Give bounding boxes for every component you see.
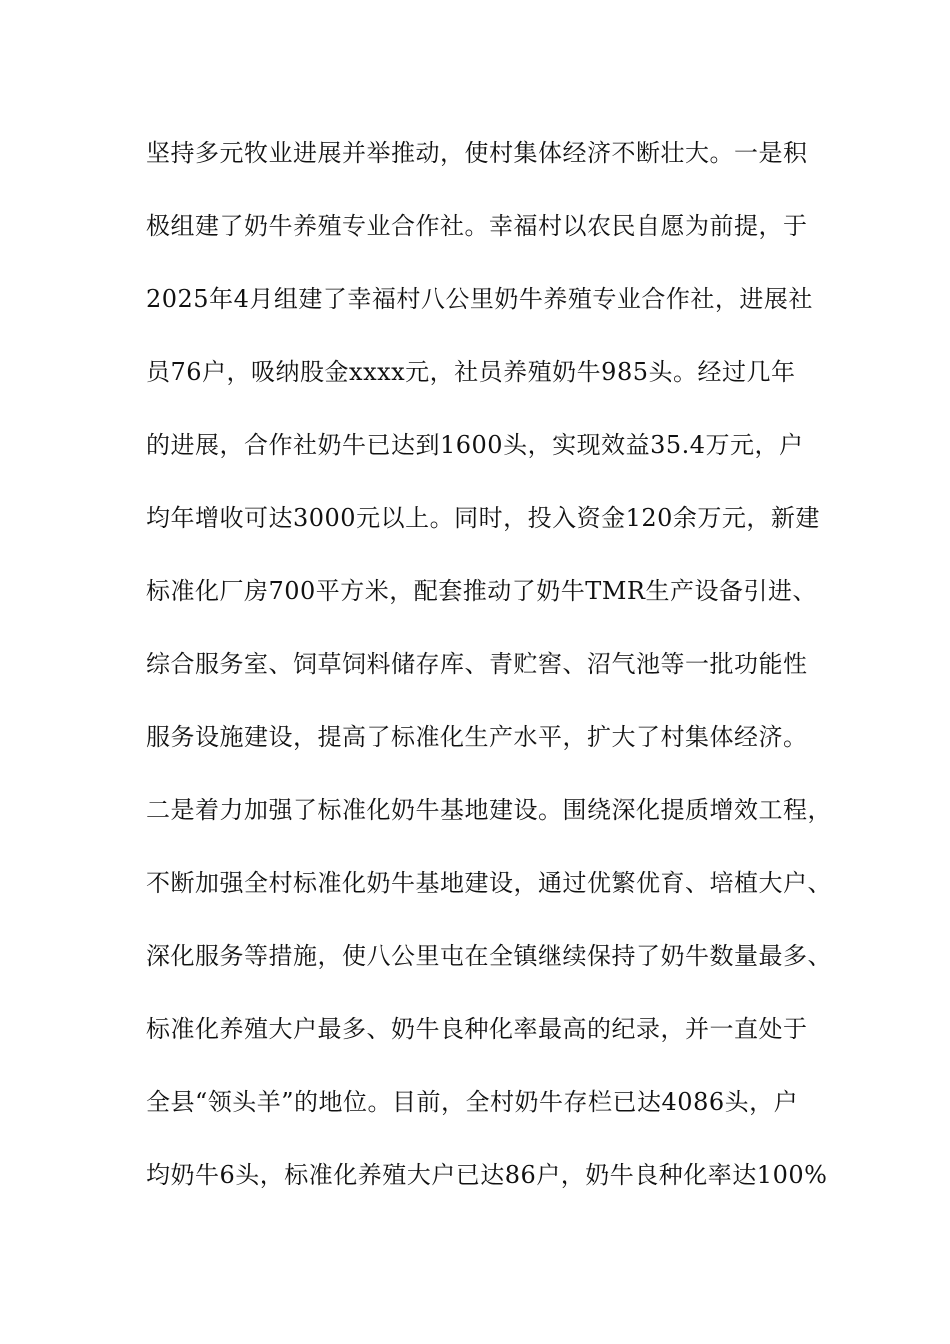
text-line: 坚持多元牧业进展并举推动，使村集体经济不断壮大。一是积 xyxy=(146,139,808,167)
text-line: 员76户，吸纳股金xxxx元，社员养殖奶牛985头。经过几年 xyxy=(146,358,796,386)
text-line: 标准化养殖大户最多、奶牛良种化率最高的纪录，并一直处于 xyxy=(146,1015,808,1043)
text-line: 标准化厂房700平方米，配套推动了奶牛TMR生产设备引进、 xyxy=(146,577,817,605)
text-line: 的进展，合作社奶牛已达到1600头，实现效益35.4万元，户 xyxy=(146,431,804,459)
text-line: 二是着力加强了标准化奶牛基地建设。围绕深化提质增效工程， xyxy=(146,796,832,824)
text-line: 极组建了奶牛养殖专业合作社。幸福村以农民自愿为前提，于 xyxy=(146,212,808,240)
text-line: 不断加强全村标准化奶牛基地建设，通过优繁优育、培植大户、 xyxy=(146,869,832,897)
text-line: 深化服务等措施，使八公里屯在全镇继续保持了奶牛数量最多、 xyxy=(146,942,832,970)
text-line: 均奶牛6头，标准化养殖大户已达86户，奶牛良种化率达100% xyxy=(146,1161,828,1189)
text-line: 综合服务室、饲草饲料储存库、青贮窖、沼气池等一批功能性 xyxy=(146,650,808,678)
text-line: 全县“领头羊”的地位。目前，全村奶牛存栏已达4086头，户 xyxy=(146,1088,799,1116)
text-line: 2025年4月组建了幸福村八公里奶牛养殖专业合作社，进展社 xyxy=(146,285,813,313)
text-line: 服务设施建设，提高了标准化生产水平，扩大了村集体经济。 xyxy=(146,723,808,751)
text-line: 均年增收可达3000元以上。同时，投入资金120余万元，新建 xyxy=(146,504,820,532)
